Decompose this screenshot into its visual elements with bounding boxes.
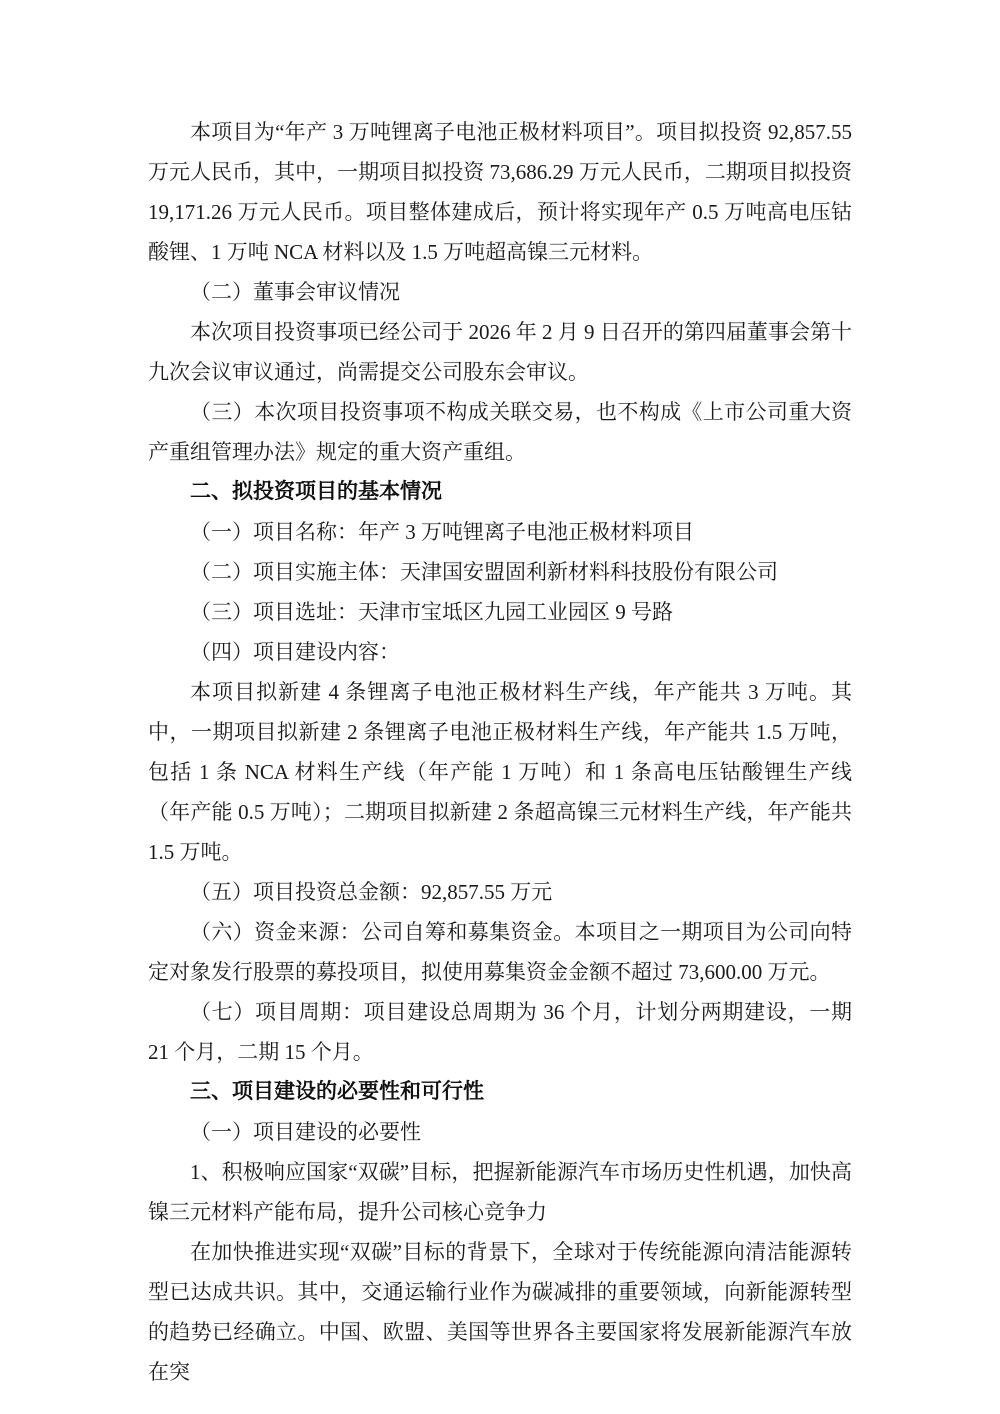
item-project-name: （一）项目名称：年产 3 万吨锂离子电池正极材料项目 (190, 520, 694, 544)
paragraph-construction-detail: 本项目拟新建 4 条锂离子电池正极材料生产线，年产能共 3 万吨。其中，一期项目拟新建 2 条锂离子电池正极材料生产线，年产能共 1.5 万吨，包括 1 条 NCA 材料生产线（年产能 1 万吨）和 1 条高电压钴酸锂生产线（年产能 0.5 万吨）；二期项目拟新建 2 条超高镍三元材料生产线，年产能共 1.5 万吨。 (148, 680, 852, 864)
item-board-review-title: （二）董事会审议情况 (190, 280, 400, 304)
item-necessity-title: （一）项目建设的必要性 (190, 1120, 421, 1144)
item-implementing-entity: （二）项目实施主体：天津国安盟固利新材料科技股份有限公司 (190, 560, 778, 584)
item-project-location: （三）项目选址：天津市宝坻区九园工业园区 9 号路 (190, 600, 673, 624)
paragraph-board-review: 本次项目投资事项已经公司于 2026 年 2 月 9 日召开的第四届董事会第十九次会议审议通过，尚需提交公司股东会审议。 (148, 320, 852, 384)
paragraph-project-overview: 本项目为“年产 3 万吨锂离子电池正极材料项目”。项目拟投资 92,857.55 万元人民币，其中，一期项目拟投资 73,686.29 万元人民币，二期项目拟投资 19,171.26 万元人民币。项目整体建成后，预计将实现年产 0.5 万吨高电压钴酸锂、1 万吨 NCA 材料以及 1.5 万吨超高镍三元材料。 (148, 120, 852, 264)
heading-section-3: 三、项目建设的必要性和可行性 (190, 1080, 484, 1103)
item-construction-content-title: （四）项目建设内容： (190, 640, 400, 664)
item-total-investment: （五）项目投资总金额：92,857.55 万元 (190, 880, 553, 904)
item-funding-source: （六）资金来源：公司自筹和募集资金。本项目之一期项目为公司向特定对象发行股票的募投项目，拟使用募集资金金额不超过 73,600.00 万元。 (148, 920, 852, 984)
paragraph-dual-carbon-background: 在加快推进实现“双碳”目标的背景下，全球对于传统能源向清洁能源转型已达成共识。其中，交通运输行业作为碳减排的重要领域，向新能源转型的趋势已经确立。中国、欧盟、美国等世界各主要国家将发展新能源汽车放在突 (148, 1240, 852, 1384)
item-project-period: （七）项目周期：项目建设总周期为 36 个月，计划分两期建设，一期 21 个月，二期 15 个月。 (148, 1000, 852, 1064)
heading-section-2: 二、拟投资项目的基本情况 (190, 480, 442, 503)
item-necessity-point-1: 1、积极响应国家“双碳”目标，把握新能源汽车市场历史性机遇，加快高镍三元材料产能布局，提升公司核心竞争力 (148, 1160, 852, 1224)
paragraph-related-transaction: （三）本次项目投资事项不构成关联交易，也不构成《上市公司重大资产重组管理办法》规定的重大资产重组。 (148, 400, 852, 464)
